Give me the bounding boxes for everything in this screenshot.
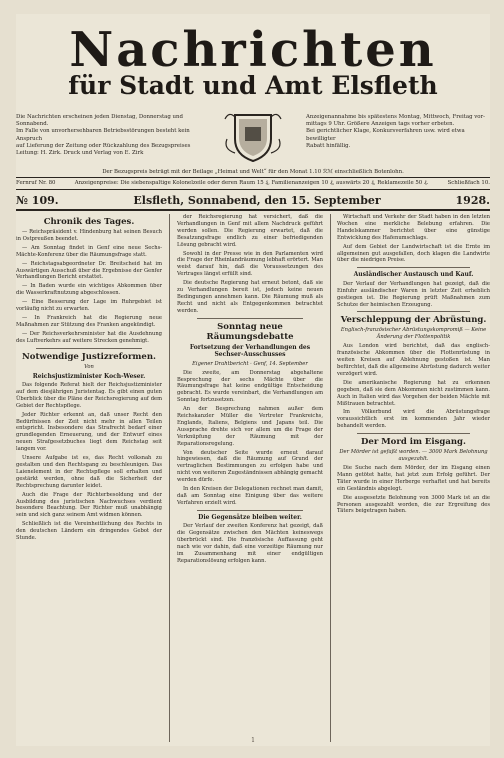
divider [197, 318, 303, 319]
post-box: Schließfach 10. [447, 180, 490, 186]
paragraph: In den Kreisen der Delegationen rechnet man damit, daß am Sonntag eine Einigung über das weitere Verfahren erzielt wird. [177, 486, 323, 506]
divider [16, 189, 490, 190]
newspaper-page [16, 14, 490, 746]
paragraph: Die zweite, am Donnerstag abgehaltene Besprechung der sechs Mächte über die Räumungsfrage hat keine endgültige Entscheidung gebracht. Es wurde vereinbart, die Verhandlungen am Sonntag fortzusetzen. [177, 369, 323, 404]
article-heading: Die Gegensätze bleiben weiter. [198, 513, 302, 521]
divider [357, 311, 470, 312]
paragraph: Von deutscher Seite wurde erneut darauf hingewiesen, daß die Räumung auf Grund der vertraglichen Bestimmungen zu erfolgen habe und nicht von weiteren Zugeständnissen abhängig gemacht werden dürfe. [177, 449, 323, 484]
column-3 [337, 214, 490, 744]
paragraph: Die deutsche Regierung hat erneut betont, daß sie zu Verhandlungen bereit ist, jedoch keine neuen Bedingungen annehmen kann. Die Räumung muß als Recht und nicht als Entgegenkommen betrachtet werden. [177, 280, 323, 314]
paragraph: — Eine Besserung der Lage im Ruhrgebiet ist vorläufig nicht zu erwarten. [16, 299, 162, 313]
divider [357, 267, 470, 268]
phone-number: Fernruf Nr. 80 [16, 180, 56, 186]
paragraph: der Reichsregierung hat versichert, daß die Verhandlungen in Genf mit allem Nachdruck geführt werden sollen. Die Regierung erwartet, daß die Besatzungsfrage endlich zu einer befriedigenden Lösung gebracht wird. [177, 214, 323, 248]
divider [357, 433, 470, 434]
ad-prices: Anzeigenpreise: Die siebenspaltige Kolonelzeile oder deren Raum 15 ₰, Familienanzeigen 10 ₰, auswärts 20 ₰, Reklamezeile 50 ₰. [74, 180, 429, 186]
info-line: Leitung: H. Zirk. Druck und Verlag von E. Zirk [16, 150, 144, 157]
paragraph: Auf dem Gebiet der Landwirtschaft ist die Ernte im allgemeinen gut ausgefallen, doch klagen die Landwirte über die niedrigen Preise. [337, 243, 490, 264]
paragraph: Im Völkerbund wird die Abrüstungsfrage voraussichtlich erst im kommenden Jahr wieder behandelt werden. [337, 409, 490, 430]
byline-author: Reichsjustizminister Koch-Weser. [32, 372, 146, 380]
article-subheading: Der Mörder ist gefaßt worden. — 3000 Mark Belohnung ausgezahlt. [339, 449, 488, 463]
paragraph: Die amerikanische Regierung hat zu erkennen gegeben, daß sie dem Abkommen nicht zustimmen kann. Auch in Italien wird das Vorgehen der beiden Mächte mit Mißtrauen betrachtet. [337, 379, 490, 407]
advertising-info [306, 114, 490, 150]
coat-of-arms-icon [221, 109, 285, 165]
paragraph: Aus London wird berichtet, daß das englisch-französische Abkommen über die Flottenrüstung in weiten Kreisen auf Ablehnung gestoßen ist. Man befürchtet, daß die allgemeine Abrüstung dadurch weiter verzögert wird. [337, 343, 490, 377]
paragraph: Sowohl in der Presse wie in den Parlamenten wird die Frage der Rheinlandräumung lebhaft erörtert. Man weist darauf hin, daß die Voraussetzungen des Vertrages längst erfüllt sind. [177, 250, 323, 278]
place-date: Elsfleth, Sonnabend, den 15. September [133, 193, 381, 207]
paragraph: Wirtschaft und Verkehr der Stadt haben in den letzten Wochen eine merkliche Belebung erfahren. Die Handelskammer berichtet über eine günstige Entwicklung des Hafenumschlags. [337, 214, 490, 241]
divider [16, 177, 490, 178]
info-line: Bei gerichtlicher Klage, Konkursverfahren usw. wird etwa bewilligter [306, 128, 465, 142]
article-heading: Notwendige Justizreformen. [22, 351, 156, 362]
column-2 [177, 214, 323, 744]
paragraph: Unsere Aufgabe ist es, das Recht volksnah zu gestalten und den Rechtsgang zu beschleunigen. Das Laienelement in der Rechtspflege soll erhalten und gestärkt werden, ohne daß die Sicherheit der Rechtsprechung darunter leidet. [16, 455, 162, 489]
publication-info [16, 114, 196, 157]
info-line: Die Nachrichten erscheinen jeden Dienstag, Donnerstag und Sonnabend. [16, 114, 183, 128]
paragraph: Die ausgesetzte Belohnung von 3000 Mark ist an die Personen ausgezahlt worden, die zur Ergreifung des Täters beigetragen haben. [337, 494, 490, 515]
paragraph: Jeder Richter erkennt an, daß unser Recht den Bedürfnissen der Zeit nicht mehr in allen Teilen entspricht. Insbesondere das Strafrecht bedarf einer grundlegenden Erneuerung, und der Entwurf eines neuen Strafgesetzbuches liegt dem Reichstag seit langem vor. [16, 411, 162, 453]
paragraph: Schließlich ist die Vereinheitlichung des Rechts in den deutschen Ländern ein dringendes Gebot der Stunde. [16, 521, 162, 542]
article-subheading: Englisch-französischer Abrüstungskompromiß — Keine Änderung der Flottenpolitik [340, 327, 487, 341]
column-divider [169, 214, 170, 742]
page-number: 1 [251, 737, 255, 744]
price-row [16, 179, 490, 187]
subscription-price: Der Bezugspreis beträgt mit der Beilage „Heimat und Welt“ für den Monat 1.10 ℛℳ einschließlich Botenlohn. [102, 169, 404, 175]
paragraph: Auch die Frage der Richterbesoldung und der Ausbildung des juristischen Nachwuchses verdient besondere Beachtung. Der Richter muß unabhängig sein und sich ganz seinem Amt widmen können. [16, 491, 162, 519]
byline-prefix: Von [84, 363, 94, 370]
year: 1928. [455, 193, 490, 207]
paragraph: Das folgende Referat hielt der Reichsjustizminister auf dem diesjährigen Juristentag. Es gibt einen guten Überblick über die Pläne der Reichsregierung auf dem Gebiet der Rechtspflege. [16, 382, 162, 409]
divider [36, 348, 142, 349]
paragraph: — Am Sonntag findet in Genf eine neue Sechs-Mächte-Konferenz über die Räumungsfrage statt. [16, 244, 162, 258]
divider [197, 510, 303, 511]
paragraph: Die Suche nach dem Mörder, der im Eisgang einen Mann getötet hatte, hat jetzt zum Erfolg geführt. Der Täter wurde in einer Herberge verhaftet und hat bereits ein Geständnis abgelegt. [337, 464, 490, 492]
masthead-title: Nachrichten [69, 22, 437, 78]
article-subheading: Fortsetzung der Verhandlungen des Sechser-Ausschusses [189, 343, 311, 359]
paragraph: — In Baden wurde ein wichtiges Abkommen über die Wasserkraftnutzung abgeschlossen. [16, 283, 162, 297]
paragraph: Der Verlauf der Verhandlungen hat gezeigt, daß die Einfuhr ausländischer Waren in letzter Zeit erheblich gestiegen ist. Die Regierung prüft Maßnahmen zum Schutze der heimischen Erzeugung. [337, 280, 490, 308]
paragraph: An der Besprechung nahmen außer dem Reichskanzler Müller die Vertreter Frankreichs, Englands, Italiens, Belgiens und Japans teil. Die Aussprache drehte sich vor allem um die Frage der Verknüpfung der Räumung mit der Reparationsregelung. [177, 406, 323, 447]
info-line: auf Lieferung der Zeitung oder Rückzahlung des Bezugspreises [16, 142, 191, 149]
article-heading: Der Mord im Eisgang. [361, 437, 466, 448]
column-1 [16, 214, 162, 744]
paragraph: — Reichstagsabgeordneter Dr. Breitscheid hat im Auswärtigen Ausschuß über die Ergebnisse der Genfer Verhandlungen Bericht erstattet. [16, 260, 162, 281]
masthead-subtitle: für Stadt und Amt Elsfleth [68, 71, 438, 100]
info-line: Im Falle von unvorhersehbaren Betriebsstörungen besteht kein Anspruch [16, 128, 190, 142]
article-heading: Sonntag neue Räumungsdebatte [206, 321, 294, 342]
article-heading: Ausländischer Austausch und Kauf. [353, 271, 474, 279]
info-line: mittags 9 Uhr. Größere Anzeigen tags vorher erbeten. [306, 121, 455, 128]
divider [16, 209, 490, 211]
issue-number: № 109. [16, 193, 59, 207]
info-line: Anzeigenannahme bis spätestens Montag, Mittwoch, Freitag vor- [306, 114, 485, 120]
dateline-place: Eigener Drahtbericht · Genf, 14. September [192, 360, 308, 367]
section-heading: Chronik des Tages. [43, 217, 135, 227]
column-divider [330, 214, 331, 742]
dateline [16, 192, 490, 208]
paragraph: — Der Reichsverkehrsminister hat die Ausdehnung des Luftverkehrs auf weitere Strecken genehmigt. [16, 330, 162, 344]
paragraph: Der Verlauf der zweiten Konferenz hat gezeigt, daß die Gegensätze zwischen den Mächten keineswegs überbrückt sind. Die französische Auffassung geht nach wie vor dahin, daß eine vorzeitige Räumung nur im Zusammenhang mit einer endgültigen Reparationslösung erfolgen kann. [177, 523, 323, 564]
article-heading: Verschleppung der Abrüstung. [340, 315, 487, 326]
info-line: Rabatt hinfällig. [306, 142, 351, 149]
paragraph: — In Frankreich hat die Regierung neue Maßnahmen zur Stützung des Franken angekündigt. [16, 314, 162, 328]
paragraph: — Reichspräsident v. Hindenburg hat seinen Besuch in Ostpreußen beendet. [16, 229, 162, 242]
